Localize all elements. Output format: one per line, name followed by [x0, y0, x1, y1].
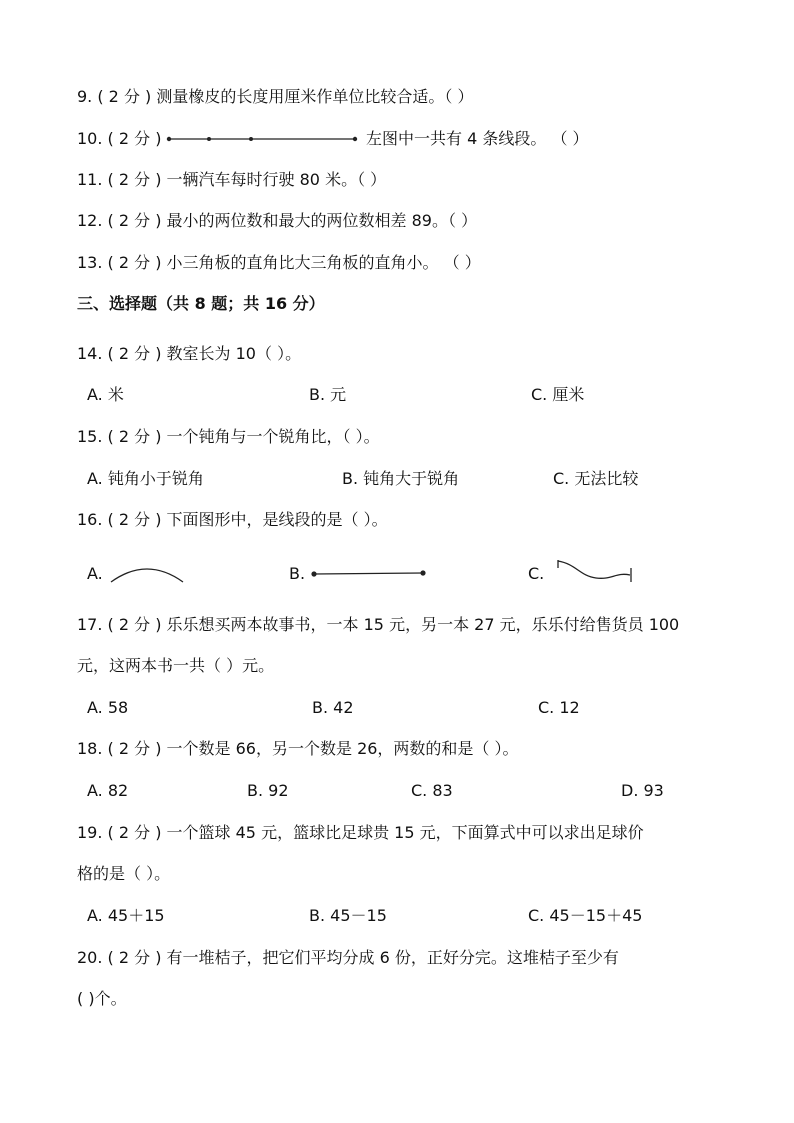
q16-option-a: A. [87, 564, 103, 583]
question-13: 13. ( 2 分 ) 小三角板的直角比大三角板的直角小。 （ ） [77, 253, 481, 272]
q17-option-c: C. 12 [538, 698, 580, 717]
line-segment-figure [311, 569, 427, 579]
question-11: 11. ( 2 分 ) 一辆汽车每时行驶 80 米。（ ） [77, 170, 387, 189]
q19-option-b: B. 45－15 [309, 906, 387, 925]
question-19-line-2: 格的是（ ）。 [77, 864, 171, 883]
segment-figure [167, 134, 357, 144]
q14-option-a: A. 米 [87, 385, 124, 404]
question-9: 9. ( 2 分 ) 测量橡皮的长度用厘米作单位比较合适。（ ） [77, 87, 474, 106]
question-20-line-2: ( )个。 [77, 989, 127, 1008]
question-17-line-2: 元，这两本书一共（ ）元。 [77, 656, 275, 675]
question-17-line-1: 17. ( 2 分 ) 乐乐想买两本故事书，一本 15 元，另一本 27 元，乐乐付给售货员 100 [77, 615, 680, 634]
q18-option-b: B. 92 [247, 781, 289, 800]
question-16: 16. ( 2 分 ) 下面图形中，是线段的是（ ）。 [77, 510, 388, 529]
section-3-heading: 三、选择题（共 8 题；共 16 分） [77, 294, 325, 313]
q17-option-b: B. 42 [312, 698, 354, 717]
wavy-line-figure [556, 558, 636, 584]
q15-option-a: A. 钝角小于锐角 [87, 469, 204, 488]
q18-option-c: C. 83 [411, 781, 453, 800]
q19-option-a: A. 45＋15 [87, 906, 165, 925]
question-20-line-1: 20. ( 2 分 ) 有一堆桔子，把它们平均分成 6 份，正好分完。这堆桔子至少有 [77, 948, 619, 967]
question-15: 15. ( 2 分 ) 一个钝角与一个锐角比，（ ）。 [77, 427, 380, 446]
q15-option-c: C. 无法比较 [553, 469, 639, 488]
question-12: 12. ( 2 分 ) 最小的两位数和最大的两位数相差 89。（ ） [77, 211, 478, 230]
q16-option-b: B. [289, 564, 306, 583]
question-19-line-1: 19. ( 2 分 ) 一个篮球 45 元，篮球比足球贵 15 元，下面算式中可以求出足球价 [77, 823, 644, 842]
question-10-suffix: 左图中一共有 4 条线段。 （ ） [366, 129, 589, 148]
q15-option-b: B. 钝角大于锐角 [342, 469, 460, 488]
q14-option-c: C. 厘米 [531, 385, 585, 404]
q18-option-d: D. 93 [621, 781, 664, 800]
arc-figure [109, 564, 185, 584]
q14-option-b: B. 元 [309, 385, 347, 404]
question-14: 14. ( 2 分 ) 教室长为 10（ ）。 [77, 344, 302, 363]
question-18: 18. ( 2 分 ) 一个数是 66，另一个数是 26，两数的和是（ ）。 [77, 739, 519, 758]
q18-option-a: A. 82 [87, 781, 129, 800]
q16-option-c: C. [528, 564, 545, 583]
q19-option-c: C. 45－15＋45 [528, 906, 643, 925]
question-10-prefix: 10. ( 2 分 ) [77, 129, 162, 148]
q17-option-a: A. 58 [87, 698, 129, 717]
